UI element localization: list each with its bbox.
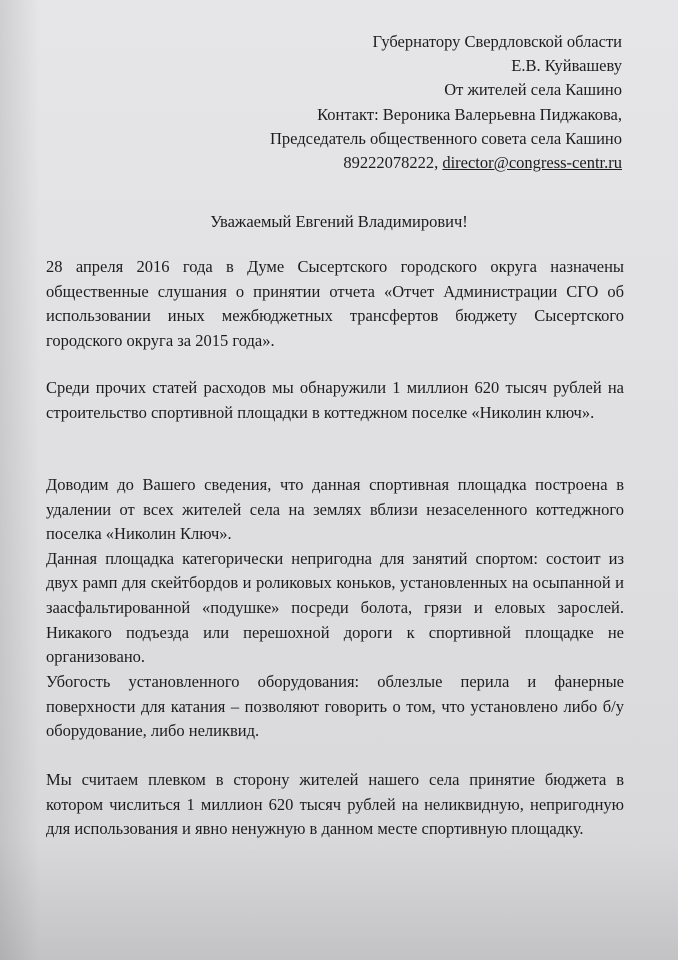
page-shadow-left (0, 0, 40, 960)
greeting: Уважаемый Евгений Владимирович! (210, 212, 468, 231)
paragraph-3 (46, 473, 624, 670)
addressee-name: Е.В. Куйвашеву (511, 56, 622, 76)
paragraph-3-details: Данная площадка категорически непригодна для занятий спортом: состоит из двух рамп для скейтбордов и роликовых коньков, установленных на осыпанной и заасфальтированной «подушке» посреди болота, грязи и еловых зарослей. Никакого подъезда или перешохной дороги к спортивной площадке не организовано. (46, 548, 624, 667)
paragraph-2: Среди прочих статей расходов мы обнаружили 1 миллион 620 тысяч рублей на строительство спортивной площадки в коттеджном поселке «Николин ключ». (46, 378, 624, 422)
paragraph-3-intro: Доводим до Вашего сведения, что данная спортивная площадка построена в удалении от всех жителей села на землях вблизи незаселенного коттеджного поселка «Николин Ключ». (46, 475, 624, 544)
paragraph-4: Убогость установленного оборудования: облезлые перила и фанерные поверхности для катания – позволяют говорить о том, что установлено либо б/у оборудование, либо неликвид. (46, 672, 624, 741)
contact-position: Председатель общественного совета села Кашино (270, 128, 622, 148)
contact-person: Контакт: Вероника Валерьевна Пиджакова, (317, 104, 622, 124)
sender-line: От жителей села Кашино (444, 80, 622, 100)
contact-details (270, 151, 622, 175)
page-shadow-bottom (0, 840, 678, 960)
paragraph-1: 28 апреля 2016 года в Думе Сысертского городского округа назначены общественные слушания о принятии отчета «Отчет Администрации СГО об использовании иных межбюджетных трансфертов бюджету Сысертского городского округа за 2015 года». (46, 257, 624, 350)
addressee-block (270, 30, 622, 175)
contact-email-link[interactable]: director@congress-centr.ru (442, 153, 622, 173)
addressee-governor: Губернатору Свердловской области (372, 32, 622, 51)
contact-phone: 89222078222, (343, 153, 439, 173)
paragraph-5: Мы считаем плевком в сторону жителей нашего села принятие бюджета в котором числиться 1 миллион 620 тысяч рублей на неликвидную, непригодную для использования и явно ненужную в данном месте спортивную площадку. (46, 770, 624, 839)
